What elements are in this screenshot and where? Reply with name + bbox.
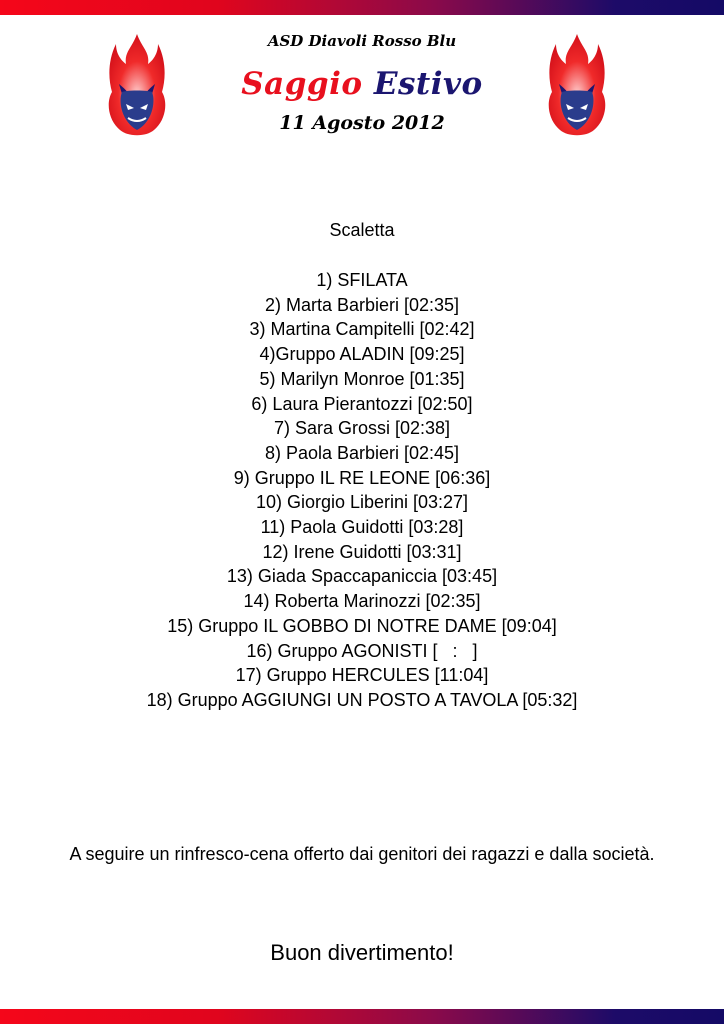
- schedule-item: 7) Sara Grossi [02:38]: [273, 418, 451, 439]
- schedule-item: 12) Irene Guidotti [03:31]: [262, 541, 462, 562]
- schedule-item: 3) Martina Campitelli [02:42]: [249, 319, 475, 340]
- event-title-word-2: Estivo: [373, 66, 483, 102]
- schedule-item: 13) Giada Spaccapaniccia [03:45]: [226, 566, 498, 587]
- closing-message: Buon divertimento!: [270, 940, 454, 965]
- schedule-item: 2) Marta Barbieri [02:35]: [264, 294, 460, 315]
- schedule-item: 5) Marilyn Monroe [01:35]: [259, 368, 465, 389]
- schedule-item: 6) Laura Pierantozzi [02:50]: [251, 393, 473, 414]
- bottom-gradient-bar: [0, 1009, 724, 1024]
- top-gradient-bar: [0, 0, 724, 15]
- schedule-item: 17) Gruppo HERCULES [11:04]: [235, 665, 489, 686]
- schedule-item: 18) Gruppo AGGIUNGI UN POSTO A TAVOLA [05:32]: [146, 689, 578, 710]
- schedule-item: 14) Roberta Marinozzi [02:35]: [243, 591, 481, 612]
- event-title-word-1: Saggio: [241, 66, 363, 102]
- schedule-item: 11) Paola Guidotti [03:28]: [260, 517, 464, 538]
- schedule-item: 9) Gruppo IL RE LEONE [06:36]: [233, 467, 491, 488]
- event-date: 11 Agosto 2012: [279, 112, 445, 134]
- event-title: [0, 66, 724, 102]
- schedule-list: [0, 268, 724, 713]
- schedule-item: 1) SFILATA: [316, 270, 408, 290]
- schedule-heading: Scaletta: [329, 220, 395, 240]
- schedule-item: 15) Gruppo IL GOBBO DI NOTRE DAME [09:04]: [167, 615, 557, 636]
- club-name: ASD Diavoli Rosso Blu: [267, 32, 457, 50]
- refreshment-note: A seguire un rinfresco-cena offerto dai genitori dei ragazzi e dalla società.: [69, 844, 655, 864]
- schedule-item: 4)Gruppo ALADIN [09:25]: [259, 344, 465, 365]
- schedule-item: 16) Gruppo AGONISTI [ : ]: [246, 640, 478, 661]
- schedule-item: 10) Giorgio Liberini [03:27]: [255, 492, 469, 513]
- schedule-item: 8) Paola Barbieri [02:45]: [264, 442, 460, 463]
